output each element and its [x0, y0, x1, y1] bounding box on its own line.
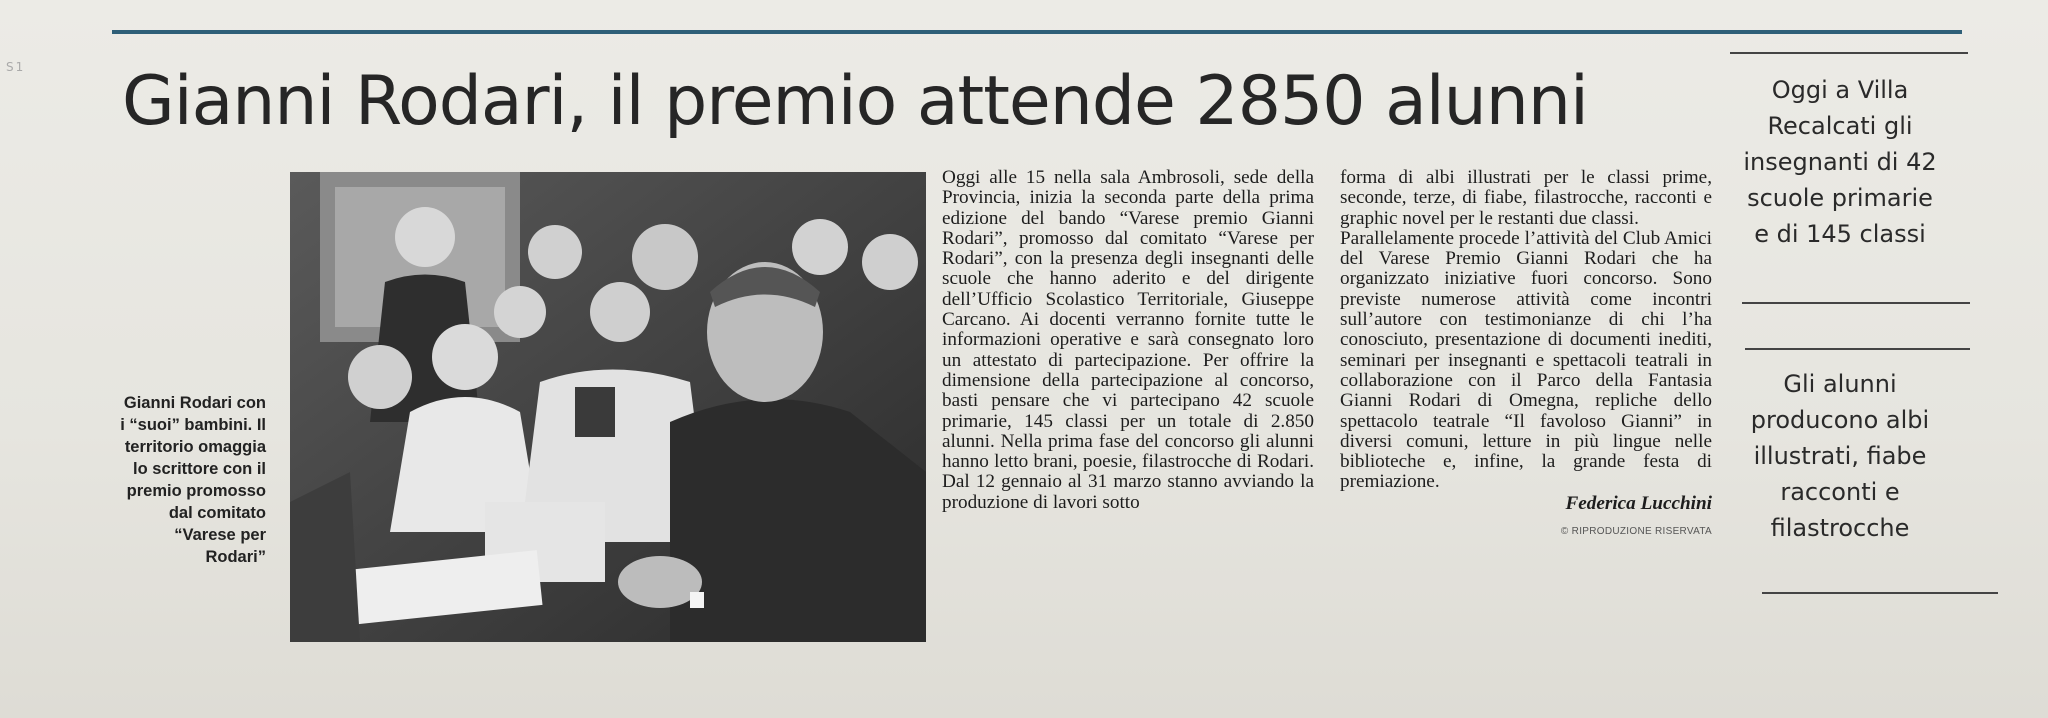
article-photo: [290, 172, 926, 642]
byline: Federica Lucchini: [1565, 492, 1712, 514]
margin-marks: S1: [6, 60, 26, 74]
article-paragraph: forma di albi illustrati per le classi prime, seconde, terze, di fiabe, filastrocche, racconti e graphic novel per le restanti due classi.: [1340, 167, 1712, 229]
sidebar-rule: [1762, 592, 1998, 594]
top-rule: [112, 30, 1962, 34]
sidebar-rule: [1745, 348, 1970, 350]
pull-quote-2: Gli alunni producono albi illustrati, fiabe racconti e filastrocche: [1750, 370, 1930, 542]
photo-caption: Gianni Rodari con i “suoi” bambini. Il territorio omaggia lo scrittore con il premio promosso dal comitato “Varese per Rodari”: [120, 394, 266, 566]
article-paragraph: Oggi alle 15 nella sala Ambrosoli, sede della Provincia, inizia la seconda parte della prima edizione del bando “Varese premio Gianni Rodari”, promosso dal comitato “Varese per Rodari”, con la presenza degli insegnanti delle scuole che hanno aderito e del dirigente dell’Ufficio Scolastico Territoriale, Giuseppe Carcano. Ai docenti verranno fornite tutte le informazioni operative e sarà consegnato loro un attestato di partecipazione. Per offrire la dimensione della partecipazione al concorso, basti pensare che vi partecipano 42 scuole primarie, 145 classi per un totale di 2.850 alunni. Nella prima fase del concorso gli alunni hanno letto brani, poesie, filastrocche di Rodari. Dal 12 gennaio al 31 marzo stanno avviando la produzione di lavori sotto: [942, 167, 1314, 513]
sidebar-rule: [1730, 52, 1968, 54]
article-paragraph: Parallelamente procede l’attività del Club Amici del Varese Premio Gianni Rodari che ha organizzato iniziative fuori concorso. Sono previste numerose attività come incontri sull’autore con testimonianze di chi l’ha conosciuto, presentazione di documenti inediti, seminari per insegnanti e spettacoli teatrali in collaborazione con il Parco della Fantasia Gianni Rodari di Omegna, repliche dello spettacolo teatrale “Il favoloso Gianni” in diversi comuni, letture in più lingue nelle biblioteche e, infine, la grande festa di premiazione.: [1340, 227, 1712, 493]
article-column-2: [1340, 168, 1712, 542]
pull-quote-1: Oggi a Villa Recalcati gli insegnanti di 42 scuole primarie e di 145 classi: [1743, 76, 1937, 248]
headline: Gianni Rodari, il premio attende 2850 alunni: [122, 62, 1588, 141]
rights-notice: © RIPRODUZIONE RISERVATA: [1560, 526, 1712, 538]
sidebar-rule: [1742, 302, 1970, 304]
article-column-1: [942, 168, 1314, 513]
